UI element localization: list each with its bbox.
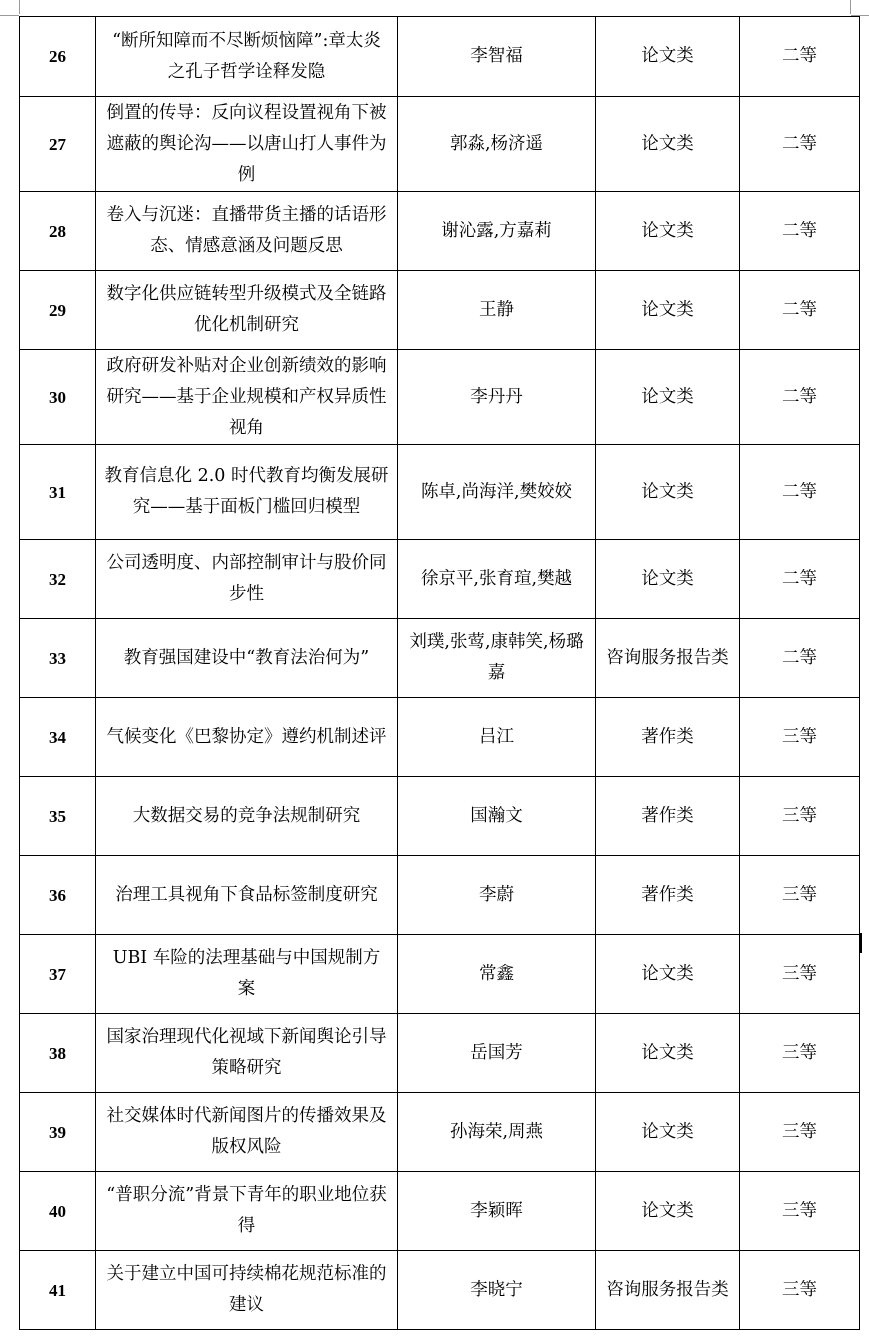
table-row bbox=[20, 856, 860, 935]
row-number: 32 bbox=[20, 540, 96, 619]
work-category: 论文类 bbox=[596, 1172, 740, 1251]
row-number: 34 bbox=[20, 698, 96, 777]
work-title: 治理工具视角下食品标签制度研究 bbox=[96, 856, 398, 935]
work-title: 气候变化《巴黎协定》遵约机制述评 bbox=[96, 698, 398, 777]
work-authors: 岳国芳 bbox=[398, 1014, 596, 1093]
work-category: 论文类 bbox=[596, 445, 740, 540]
work-category: 论文类 bbox=[596, 935, 740, 1014]
table-row bbox=[20, 192, 860, 271]
table-row bbox=[20, 271, 860, 350]
text-cursor bbox=[860, 933, 862, 953]
work-authors: 陈卓,尚海洋,樊姣姣 bbox=[398, 445, 596, 540]
work-category: 论文类 bbox=[596, 192, 740, 271]
work-title: UBI 车险的法理基础与中国规制方案 bbox=[96, 935, 398, 1014]
work-category: 咨询服务报告类 bbox=[596, 619, 740, 698]
award-grade: 三等 bbox=[740, 935, 860, 1014]
work-authors: 李颖晖 bbox=[398, 1172, 596, 1251]
work-authors: 李智福 bbox=[398, 17, 596, 97]
award-grade: 三等 bbox=[740, 856, 860, 935]
work-authors: 李丹丹 bbox=[398, 350, 596, 445]
work-authors: 谢沁露,方嘉莉 bbox=[398, 192, 596, 271]
row-number: 30 bbox=[20, 350, 96, 445]
work-authors: 李蔚 bbox=[398, 856, 596, 935]
work-category: 论文类 bbox=[596, 97, 740, 192]
table-row bbox=[20, 698, 860, 777]
page-corner-mark bbox=[850, 0, 851, 14]
row-number: 26 bbox=[20, 17, 96, 97]
work-title: 卷入与沉迷：直播带货主播的话语形态、情感意涵及问题反思 bbox=[96, 192, 398, 271]
award-grade: 三等 bbox=[740, 777, 860, 856]
page-corner-mark bbox=[0, 15, 19, 16]
row-number: 28 bbox=[20, 192, 96, 271]
work-category: 论文类 bbox=[596, 17, 740, 97]
table-row bbox=[20, 445, 860, 540]
row-number: 33 bbox=[20, 619, 96, 698]
row-number: 31 bbox=[20, 445, 96, 540]
award-grade: 三等 bbox=[740, 1014, 860, 1093]
row-number: 35 bbox=[20, 777, 96, 856]
table-row bbox=[20, 97, 860, 192]
table-row bbox=[20, 619, 860, 698]
table-row bbox=[20, 540, 860, 619]
work-category: 著作类 bbox=[596, 777, 740, 856]
work-authors: 国瀚文 bbox=[398, 777, 596, 856]
table-row bbox=[20, 350, 860, 445]
work-authors: 刘璞,张莺,康韩笑,杨璐嘉 bbox=[398, 619, 596, 698]
work-authors: 李晓宁 bbox=[398, 1251, 596, 1330]
table-row bbox=[20, 777, 860, 856]
table-row bbox=[20, 1093, 860, 1172]
award-grade: 二等 bbox=[740, 350, 860, 445]
work-title: 教育强国建设中“教育法治何为” bbox=[96, 619, 398, 698]
table-row bbox=[20, 1014, 860, 1093]
award-grade: 二等 bbox=[740, 97, 860, 192]
work-title: “普职分流”背景下青年的职业地位获得 bbox=[96, 1172, 398, 1251]
work-title: 大数据交易的竞争法规制研究 bbox=[96, 777, 398, 856]
work-authors: 徐京平,张育瑄,樊越 bbox=[398, 540, 596, 619]
work-authors: 郭淼,杨济遥 bbox=[398, 97, 596, 192]
award-grade: 二等 bbox=[740, 619, 860, 698]
row-number: 37 bbox=[20, 935, 96, 1014]
table-row bbox=[20, 17, 860, 97]
work-title: 国家治理现代化视域下新闻舆论引导策略研究 bbox=[96, 1014, 398, 1093]
work-category: 著作类 bbox=[596, 856, 740, 935]
page-corner-mark bbox=[19, 0, 20, 14]
award-grade: 二等 bbox=[740, 17, 860, 97]
award-grade: 三等 bbox=[740, 1251, 860, 1330]
award-grade: 二等 bbox=[740, 445, 860, 540]
award-grade: 二等 bbox=[740, 192, 860, 271]
award-grade: 二等 bbox=[740, 540, 860, 619]
work-category: 论文类 bbox=[596, 1093, 740, 1172]
award-grade: 三等 bbox=[740, 1172, 860, 1251]
row-number: 40 bbox=[20, 1172, 96, 1251]
work-authors: 吕江 bbox=[398, 698, 596, 777]
row-number: 41 bbox=[20, 1251, 96, 1330]
awards-table bbox=[19, 16, 860, 1330]
work-category: 咨询服务报告类 bbox=[596, 1251, 740, 1330]
work-title: 关于建立中国可持续棉花规范标准的建议 bbox=[96, 1251, 398, 1330]
work-title: 社交媒体时代新闻图片的传播效果及版权风险 bbox=[96, 1093, 398, 1172]
award-grade: 三等 bbox=[740, 698, 860, 777]
work-category: 论文类 bbox=[596, 271, 740, 350]
work-authors: 孙海荣,周燕 bbox=[398, 1093, 596, 1172]
table-row bbox=[20, 1172, 860, 1251]
work-category: 论文类 bbox=[596, 1014, 740, 1093]
award-grade: 二等 bbox=[740, 271, 860, 350]
work-title: 政府研发补贴对企业创新绩效的影响研究——基于企业规模和产权异质性视角 bbox=[96, 350, 398, 445]
award-grade: 三等 bbox=[740, 1093, 860, 1172]
row-number: 38 bbox=[20, 1014, 96, 1093]
table-row bbox=[20, 935, 860, 1014]
work-category: 论文类 bbox=[596, 540, 740, 619]
work-title: “断所知障而不尽断烦恼障”:章太炎之孔子哲学诠释发隐 bbox=[96, 17, 398, 97]
work-title: 公司透明度、内部控制审计与股价同步性 bbox=[96, 540, 398, 619]
row-number: 39 bbox=[20, 1093, 96, 1172]
row-number: 36 bbox=[20, 856, 96, 935]
work-title: 教育信息化 2.0 时代教育均衡发展研究——基于面板门槛回归模型 bbox=[96, 445, 398, 540]
table-row bbox=[20, 1251, 860, 1330]
row-number: 29 bbox=[20, 271, 96, 350]
work-authors: 常鑫 bbox=[398, 935, 596, 1014]
work-category: 论文类 bbox=[596, 350, 740, 445]
row-number: 27 bbox=[20, 97, 96, 192]
work-title: 倒置的传导：反向议程设置视角下被遮蔽的舆论沟——以唐山打人事件为例 bbox=[96, 97, 398, 192]
work-authors: 王静 bbox=[398, 271, 596, 350]
work-category: 著作类 bbox=[596, 698, 740, 777]
work-title: 数字化供应链转型升级模式及全链路优化机制研究 bbox=[96, 271, 398, 350]
